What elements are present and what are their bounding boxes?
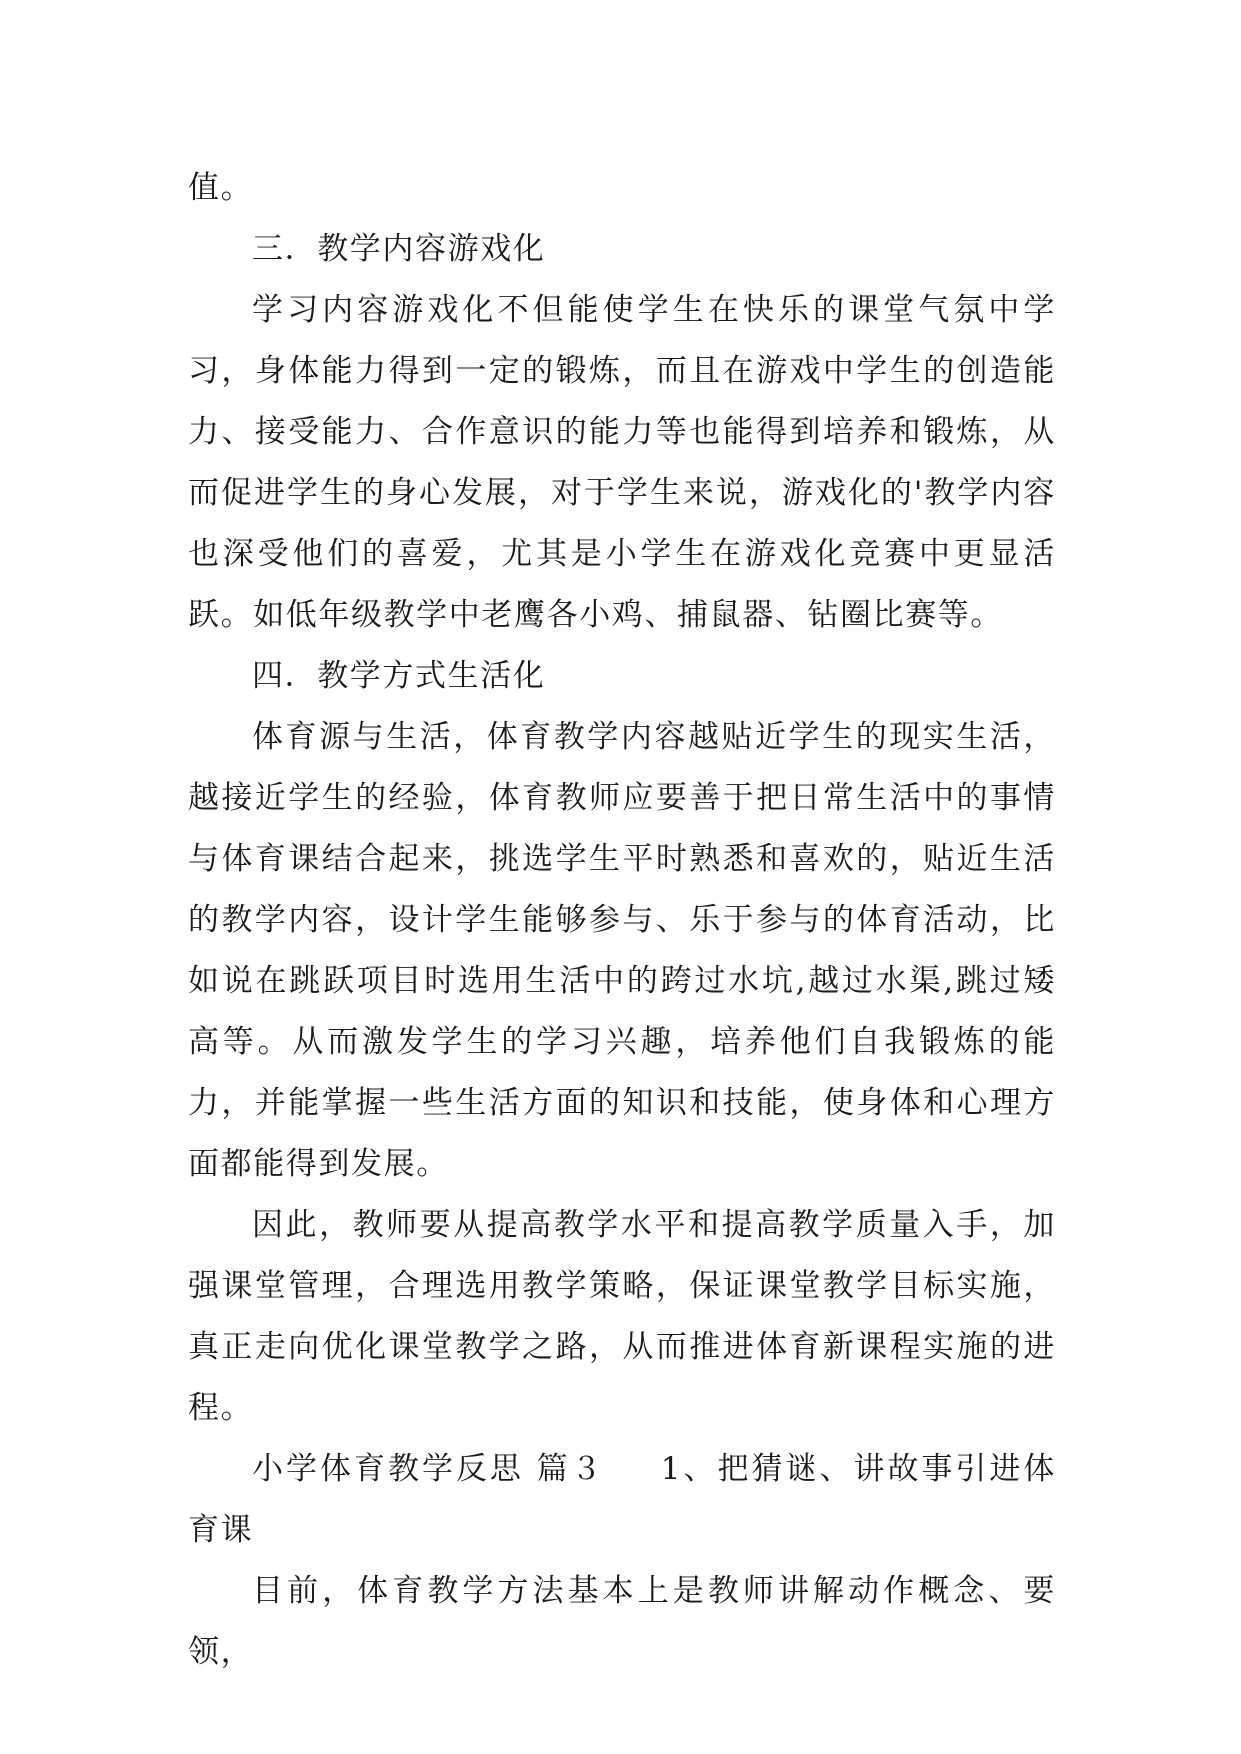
- paragraph-teaching-method: 目前，体育教学方法基本上是教师讲解动作概念、要领，: [188, 1573, 1056, 1670]
- article-part-number: 篇３: [536, 1451, 605, 1487]
- paragraph-conclusion: 因此，教师要从提高教学水平和提高教学质量入手，加强课堂管理，合理选用教学策略，保证课堂教学目标实施，真正走向优化课堂教学之路，从而推进体育新课程实施的进程。: [188, 1207, 1056, 1426]
- article-section-header: [188, 1439, 1056, 1561]
- paragraph-continuation: 值。: [188, 170, 254, 206]
- article-subtitle: 1、把猜谜、讲故事引进体育课: [188, 1451, 1056, 1548]
- paragraph-game-content: 学习内容游戏化不但能使学生在快乐的课堂气氛中学习，身体能力得到一定的锻炼，而且在游戏中学生的创造能力、接受能力、合作意识的能力等也能得到培养和锻炼，从而促进学生的身心发展，对于学生来说，游戏化的'教学内容也深受他们的喜爱，尤其是小学生在游戏化竞赛中更显活跃。如低年级教学中老鹰各小鸡、捕鼠器、钻圈比赛等。: [188, 292, 1056, 633]
- document-page: [188, 158, 1056, 1683]
- section-heading-four: 四．教学方式生活化: [252, 658, 546, 694]
- paragraph-life-method: 体育源与生活，体育教学内容越贴近学生的现实生活，越接近学生的经验，体育教师应要善于把日常生活中的事情与体育课结合起来，挑选学生平时熟悉和喜欢的，贴近生活的教学内容，设计学生能够参与、乐于参与的体育活动，比如说在跳跃项目时选用生活中的跨过水坑,越过水渠,跳过矮高等。从而激发学生的学习兴趣，培养他们自我锻炼的能力，并能掌握一些生活方面的知识和技能，使身体和心理方面都能得到发展。: [188, 719, 1056, 1182]
- article-title: 小学体育教学反思: [252, 1451, 524, 1487]
- section-heading-three: 三．教学内容游戏化: [252, 231, 546, 267]
